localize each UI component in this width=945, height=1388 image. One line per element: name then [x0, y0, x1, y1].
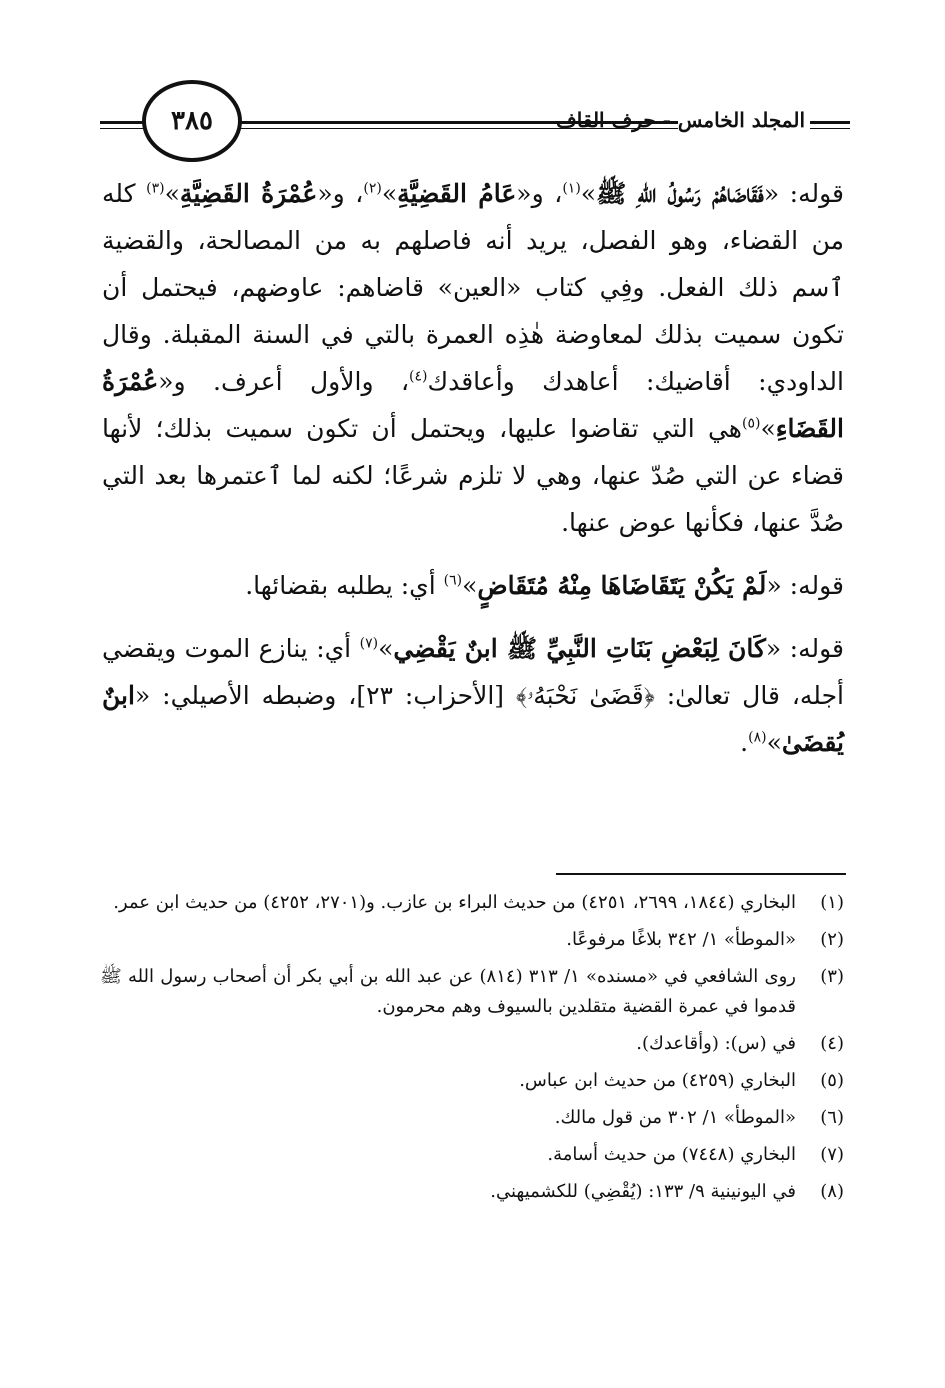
text: »: [760, 414, 776, 443]
footnote-number: (٢): [820, 929, 844, 950]
text: قوله: «: [766, 571, 844, 600]
footnote: [100, 1066, 844, 1096]
text: قوله: «: [763, 179, 844, 208]
footnote: [100, 1103, 844, 1133]
quoted-phrase: لَمْ يَكُنْ يَتَقَاضَاهَا مِنْهُ مُتَقَاضٍ: [477, 571, 767, 600]
quoted-phrase: فَقَاضَاهُمْ رَسُولُ اللهِ ﷺ: [596, 179, 764, 208]
footnote-text: في اليونينية ٩/ ١٣٣: (يُقْضِي) للكشميهني.: [490, 1181, 796, 1202]
footnote-text: في (س): (وأقاعدك).: [636, 1033, 796, 1054]
text: ، والأول أعرف. و«: [158, 367, 410, 396]
page-number: ٣٨٥: [171, 106, 213, 136]
quoted-phrase: عُمْرَةُ القَضَاءِ: [102, 367, 844, 443]
header-rule: [810, 128, 850, 129]
footnote-text: «الموطأ» ١/ ٣٠٢ من قول مالك.: [554, 1107, 796, 1128]
footnote-separator: [556, 873, 846, 875]
text: »: [164, 179, 180, 208]
quoted-phrase: ابنٌ يُقضَىٰ: [102, 681, 844, 757]
footnote-ref: (٧): [359, 635, 379, 652]
footnote-ref: (٣): [146, 180, 165, 197]
footnote-ref: (٥): [741, 415, 761, 432]
footnotes: [100, 888, 844, 1214]
footnote: [100, 1140, 844, 1170]
footnote-number: (٤): [820, 1033, 844, 1054]
footnote-ref: (١): [562, 180, 581, 197]
running-head: المجلد الخامس - حرف القاف: [556, 108, 805, 132]
footnote-text: البخاري (١٨٤٤، ٢٦٩٩، ٤٢٥١) من حديث البراء بن عازب. و(٢٧٠١، ٤٢٥٢) من حديث ابن عمر.: [113, 892, 796, 913]
footnote-number: (٦): [820, 1107, 844, 1128]
text: ، و«: [317, 179, 364, 208]
footnote: [100, 962, 844, 1022]
text: ، و«: [516, 179, 563, 208]
footnote-ref: (٦): [443, 572, 463, 589]
text: .: [740, 728, 749, 757]
text: أي: ينازع الموت ويقضي أجله، قال تعالىٰ: ﴿قَضَىٰ نَحْبَهُۥ﴾ [الأحزاب: ٢٣]، وضبطه الأصيلي: «: [102, 634, 844, 710]
text: كله من القضاء، وهو الفصل، يريد أنه فاصلهم به من المصالحة، والقضية ٱسم ذلك الفعل. وفِي كتاب «العين» قاضاهم: عاوضهم، فيحتمل أن تكون سميت بذلك لمعاوضة هٰذِه العمرة بالتي في السنة المقبلة. وقال الداودي: أقاضيك: أعاهدك وأعاقدك: [102, 179, 844, 396]
text: »: [381, 179, 398, 208]
footnote: [100, 1029, 844, 1059]
main-text: [102, 170, 844, 782]
footnote-text: روى الشافعي في «مسنده» ١/ ٣١٣ (٨١٤) عن عبد الله بن أبي بكر أن أصحاب رسول الله ﷺ قدموا في عمرة القضية متقلدين بالسيوف وهم محرمون.: [100, 966, 796, 1017]
footnote-number: (٥): [820, 1070, 844, 1091]
header-rule: [810, 121, 850, 124]
text: »: [462, 571, 478, 600]
text: هي التي تقاضوا عليها، ويحتمل أن تكون سميت بذلك؛ لأنها قضاء عن التي صُدّ عنها، وهي لا تلزم شرعًا؛ لكنه لما ٱعتمرها بعد التي صُدَّ عنها، فكأنها عوض عنها.: [102, 414, 844, 537]
footnote-text: البخاري (٧٤٤٨) من حديث أسامة.: [547, 1144, 796, 1165]
footnote-number: (٧): [820, 1144, 844, 1165]
page-number-badge: [142, 80, 242, 162]
text: »: [580, 179, 597, 208]
paragraph-2: [102, 562, 844, 609]
quoted-phrase: كَانَ لِبَعْضِ بَنَاتِ النَّبِيِّ ﷺ ابنٌ يَقْضِي: [393, 634, 766, 663]
quoted-phrase: عَامُ القَضِيَّةِ: [397, 179, 517, 208]
footnote-ref: (٢): [363, 180, 382, 197]
text: قوله: «: [765, 634, 844, 663]
footnote: [100, 1177, 844, 1207]
paragraph-3: [102, 625, 844, 766]
text: أي: يطلبه بقضائها.: [245, 571, 444, 600]
text: »: [378, 634, 394, 663]
footnote-ref: (٨): [748, 729, 767, 746]
text: »: [766, 728, 782, 757]
footnote-text: «الموطأ» ١/ ٣٤٢ بلاغًا مرفوعًا.: [566, 929, 796, 950]
footnote: [100, 888, 844, 918]
footnote-text: البخاري (٤٢٥٩) من حديث ابن عباس.: [519, 1070, 796, 1091]
footnote-number: (٣): [820, 966, 844, 987]
paragraph-1: [102, 170, 844, 546]
quoted-phrase: عُمْرَةُ القَضِيَّةِ: [179, 179, 318, 208]
footnote-ref: (٤): [409, 368, 428, 385]
footnote-number: (٨): [820, 1181, 844, 1202]
footnote-number: (١): [820, 892, 844, 913]
footnote: [100, 925, 844, 955]
